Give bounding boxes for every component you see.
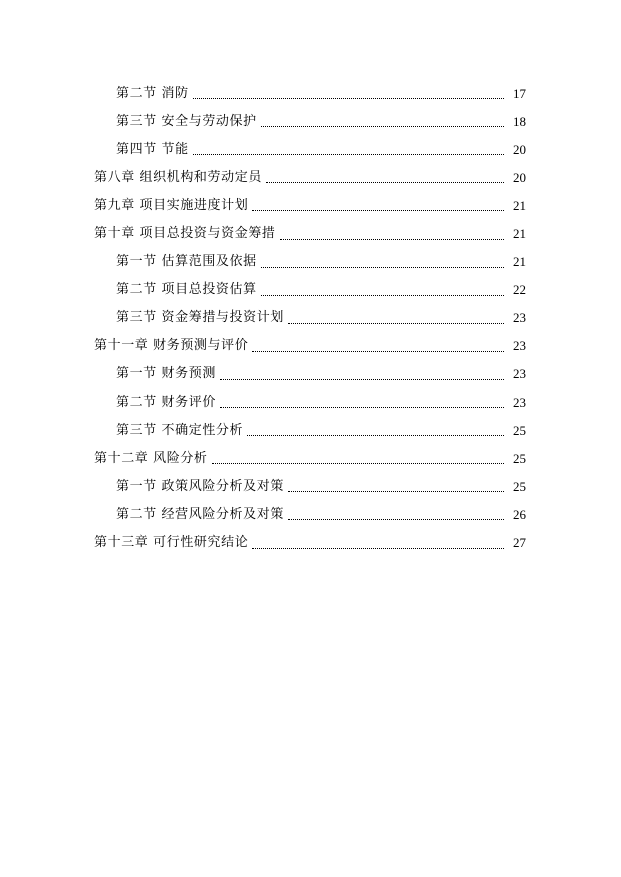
toc-entry-title: 第四节 节能 xyxy=(116,141,189,157)
dot-leader xyxy=(261,125,504,127)
table-of-contents xyxy=(0,79,621,557)
toc-entry-page: 25 xyxy=(513,450,526,466)
dot-leader xyxy=(288,322,504,324)
dot-leader xyxy=(212,462,504,464)
toc-entry[interactable] xyxy=(0,500,621,528)
toc-entry-page: 23 xyxy=(513,310,526,326)
toc-entry[interactable] xyxy=(0,529,621,557)
toc-entry-page: 18 xyxy=(513,113,526,129)
toc-entry-title: 第九章 项目实施进度计划 xyxy=(94,197,249,213)
toc-entry[interactable] xyxy=(0,135,621,163)
toc-entry-page: 21 xyxy=(513,226,526,242)
toc-entry-title: 第三节 不确定性分析 xyxy=(116,422,244,438)
toc-entry-page: 20 xyxy=(513,169,526,185)
toc-entry-title: 第十一章 财务预测与评价 xyxy=(94,338,249,354)
toc-entry[interactable] xyxy=(0,388,621,416)
toc-entry[interactable] xyxy=(0,248,621,276)
dot-leader xyxy=(193,153,504,155)
toc-entry-title: 第一节 估算范围及依据 xyxy=(116,254,257,270)
toc-entry[interactable] xyxy=(0,472,621,500)
toc-entry-page: 25 xyxy=(513,478,526,494)
toc-entry[interactable] xyxy=(0,191,621,219)
dot-leader xyxy=(193,97,504,99)
toc-entry-title: 第十章 项目总投资与资金筹措 xyxy=(94,226,276,242)
toc-entry-page: 21 xyxy=(513,197,526,213)
toc-entry-page: 25 xyxy=(513,422,526,438)
toc-entry[interactable] xyxy=(0,219,621,247)
dot-leader xyxy=(261,294,504,296)
toc-entry-page: 21 xyxy=(513,254,526,270)
toc-entry-page: 26 xyxy=(513,506,526,522)
toc-entry-title: 第二节 消防 xyxy=(116,85,189,101)
toc-entry-page: 23 xyxy=(513,338,526,354)
toc-entry-title: 第十三章 可行性研究结论 xyxy=(94,535,249,551)
dot-leader xyxy=(252,350,504,352)
toc-entry-title: 第二节 项目总投资估算 xyxy=(116,282,257,298)
dot-leader xyxy=(252,547,504,549)
toc-entry-page: 23 xyxy=(513,394,526,410)
toc-entry-title: 第三节 安全与劳动保护 xyxy=(116,113,257,129)
dot-leader xyxy=(247,434,504,436)
dot-leader xyxy=(220,406,504,408)
toc-entry[interactable] xyxy=(0,79,621,107)
dot-leader xyxy=(261,266,504,268)
toc-entry[interactable] xyxy=(0,360,621,388)
toc-entry-page: 17 xyxy=(513,85,526,101)
toc-entry-page: 23 xyxy=(513,366,526,382)
toc-entry[interactable] xyxy=(0,416,621,444)
dot-leader xyxy=(280,238,504,240)
dot-leader xyxy=(252,209,504,211)
toc-entry-title: 第三节 资金筹措与投资计划 xyxy=(116,310,284,326)
dot-leader xyxy=(288,518,504,520)
toc-entry-page: 20 xyxy=(513,141,526,157)
toc-entry-title: 第十二章 风险分析 xyxy=(94,450,208,466)
toc-entry-page: 22 xyxy=(513,282,526,298)
toc-entry[interactable] xyxy=(0,276,621,304)
toc-entry-title: 第二节 经营风险分析及对策 xyxy=(116,506,284,522)
toc-entry[interactable] xyxy=(0,304,621,332)
toc-entry[interactable] xyxy=(0,332,621,360)
dot-leader xyxy=(220,378,504,380)
toc-entry-title: 第二节 财务评价 xyxy=(116,394,216,410)
toc-entry[interactable] xyxy=(0,444,621,472)
dot-leader xyxy=(266,181,504,183)
toc-entry-title: 第一节 政策风险分析及对策 xyxy=(116,478,284,494)
toc-entry-page: 27 xyxy=(513,535,526,551)
toc-entry-title: 第一节 财务预测 xyxy=(116,366,216,382)
toc-entry[interactable] xyxy=(0,107,621,135)
dot-leader xyxy=(288,490,504,492)
toc-entry-title: 第八章 组织机构和劳动定员 xyxy=(94,169,262,185)
toc-entry[interactable] xyxy=(0,163,621,191)
